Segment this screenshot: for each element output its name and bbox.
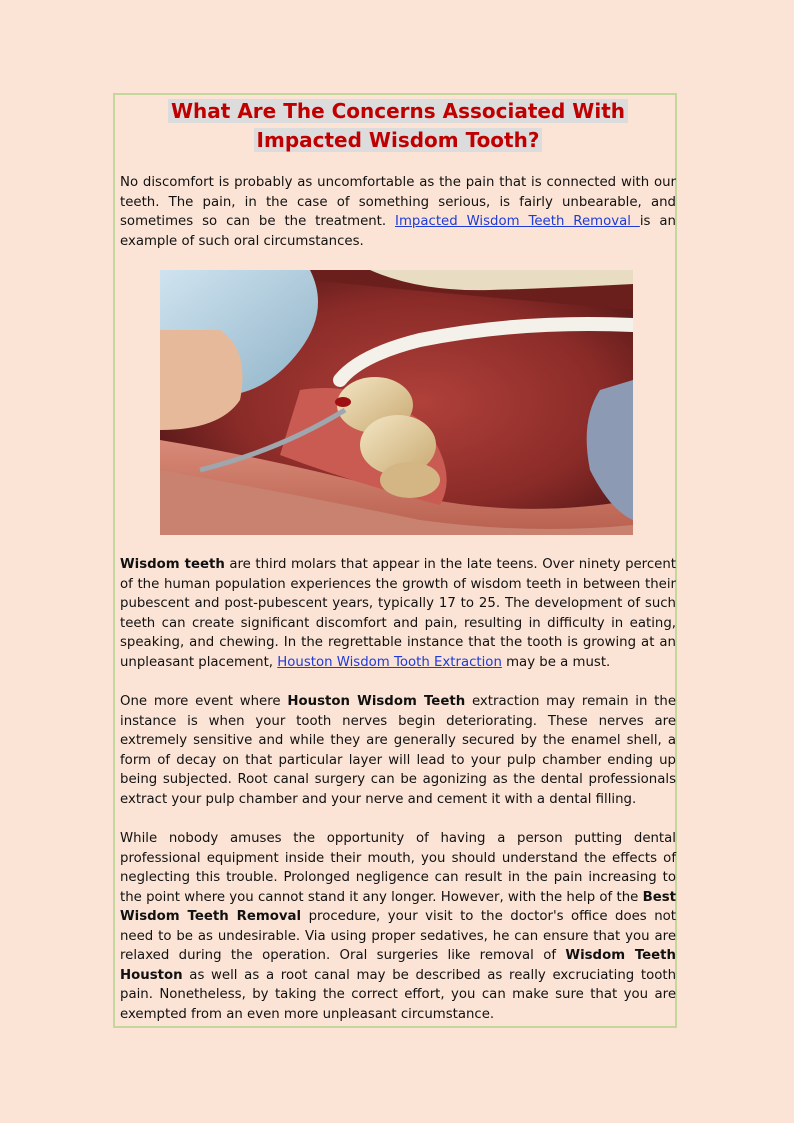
article-title: [120, 97, 676, 155]
article-body-lower: [120, 555, 676, 1044]
paragraph-tooth-nerves: One more event where Houston Wisdom Teeth extraction may remain in the instance is when your tooth nerves begin deteriorating. These nerves are extremely sensitive and while they are generally secured by the enamel shell, a form of decay on that particular layer will lead to your pulp chamber ending up being subjected. Root canal surgery can be agonizing as the dental professionals extract your pulp chamber and your nerve and cement it with a dental filling.: [120, 694, 677, 807]
houston-wisdom-tooth-extraction-link[interactable]: Houston Wisdom Tooth Extraction: [277, 654, 502, 670]
paragraph-procedure: While nobody amuses the opportunity of having a person putting dental professional equipment inside their mouth, you should understand the effects of neglecting this trouble. Prolonged negligence can result in the pain increasing to the point where you cannot stand it any longer. However, with the help of the Best Wisdom Teeth Removal procedure, your visit to the doctor's office does not need to be as undesirable. Via using proper sedatives, he can ensure that you are relaxed during the operation. Oral surgeries like removal of Wisdom Teeth Houston as well as a root canal may be described as really excruciating tooth pain. Nonetheless, by taking the correct effort, you can make sure that you are exempted from an even more unpleasant circumstance.: [120, 831, 676, 1022]
impacted-wisdom-teeth-removal-link[interactable]: Impacted Wisdom Teeth Removal: [395, 214, 640, 229]
wisdom-tooth-extraction-illustration: [160, 270, 633, 535]
paragraph-wisdom-teeth: Wisdom teeth are third molars that appear in the late teens. Over ninety percent of the human population experiences the growth of wisdom teeth in between their pubescent and post-pubescent years, typically 17 to 25. The development of such teeth can create significant discomfort and pain, resulting in difficulty in eating, speaking, and chewing. In the regrettable instance that the tooth is growing at an unpleasant placement, Houston Wisdom Tooth Extraction may be a must.: [120, 557, 676, 670]
article-body: [120, 97, 677, 1022]
paragraph-intro: No discomfort is probably as uncomfortable as the pain that is connected with our teeth. The pain, in the case of something serious, is fairly unbearable, and sometimes so can be the treatment. Impacted Wisdom Teeth Removal is an example of such oral circumstances.: [120, 175, 676, 249]
article-title-text: What Are The Concerns Associated With Impacted Wisdom Tooth?: [168, 99, 628, 152]
dental-procedure-photo: [160, 270, 633, 535]
